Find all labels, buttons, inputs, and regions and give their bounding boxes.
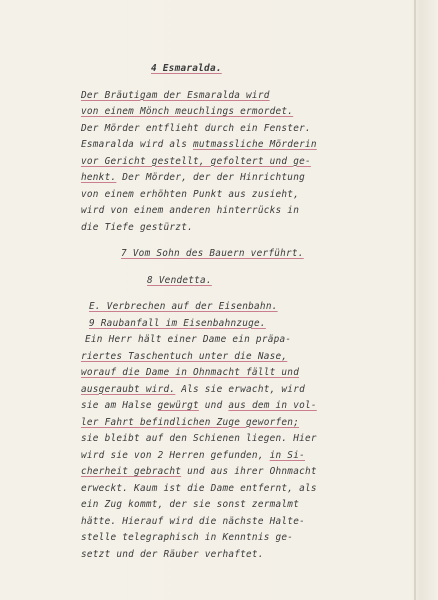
underlined-segment: mutmassliche Mörderin (193, 139, 317, 150)
underlined-segment: cherheit gebracht (81, 466, 182, 477)
text-line (81, 61, 386, 78)
page-fold (414, 0, 416, 600)
text-line (81, 316, 386, 333)
text-line (81, 431, 386, 448)
text-segment: hätte. Hierauf wird die nächste Halte- (81, 515, 305, 527)
text-line (81, 547, 386, 564)
text-segment: sie bleibt auf den Schienen liegen. Hier (81, 433, 317, 444)
text-line (81, 382, 386, 399)
underlined-segment: aus dem in vol- (228, 400, 317, 411)
text-segment: Ein Herr hält einer Dame ein präpa- (85, 334, 292, 345)
text-segment: Der Mörder entflieht durch ein Fenster. (81, 122, 311, 134)
text-line (81, 273, 386, 290)
underlined-segment: 7 Vom Sohn des Bauern verführt. (121, 248, 304, 259)
text-line (81, 349, 386, 366)
text-line (81, 332, 386, 349)
underlined-segment: in Si- (269, 449, 305, 461)
line-gap (81, 289, 386, 299)
text-line (81, 121, 386, 138)
text-line (81, 154, 386, 171)
text-line (81, 170, 386, 187)
underlined-segment: riertes Taschentuch unter die Nase, (81, 350, 288, 362)
text-segment: von einem erhöhten Punkt aus zusieht, (81, 188, 300, 200)
text-segment: erweckt. Kaum ist die Dame entfernt, als (81, 482, 317, 494)
text-line (81, 398, 386, 415)
text-segment: setzt und der Räuber verhaftet. (81, 548, 264, 560)
text-line (81, 299, 386, 316)
text-segment: ein Zug kommt, der sie sonst zermalmt (81, 499, 300, 510)
underlined-segment: 4 Esmaralda. (151, 63, 222, 74)
line-gap (81, 263, 386, 273)
text-line (81, 464, 386, 481)
underlined-segment: ler Fahrt befindlichen Zuge geworfen; (81, 416, 300, 428)
text-segment: Esmaralda wird als (81, 139, 193, 150)
text-line (81, 415, 386, 432)
text-line (81, 88, 386, 105)
text-segment: sie am Halse (81, 400, 158, 411)
text-line (81, 497, 386, 514)
text-segment: und (198, 400, 229, 411)
text-line (81, 104, 386, 121)
underlined-segment: gewürgt (157, 400, 199, 411)
text-line (81, 220, 386, 237)
line-gap (81, 78, 386, 88)
text-segment: Als sie erwacht, wird (175, 383, 305, 395)
text-line (81, 530, 386, 547)
text-segment: Der Mörder, der der Hinrichtung (116, 172, 305, 183)
text-segment: und aus ihrer Ohnmacht (181, 466, 317, 477)
underlined-segment: 9 Raubanfall im Eisenbahnzuge. (89, 317, 266, 329)
text-segment: wird sie von 2 Herren gefunden, (81, 449, 270, 461)
text-segment: die Tiefe gestürzt. (81, 221, 193, 233)
text-line (81, 137, 386, 154)
text-line (81, 448, 386, 465)
text-line (81, 481, 386, 498)
text-segment: wird von einem anderen hinterrücks in (81, 205, 300, 216)
text-line (81, 246, 386, 263)
text-segment: stelle telegraphisch in Kenntnis ge- (81, 532, 294, 543)
text-line (81, 203, 386, 220)
underlined-segment: henkt. (81, 172, 117, 183)
line-gap (81, 236, 386, 246)
underlined-segment: E. Verbrechen auf der Eisenbahn. (89, 301, 278, 312)
text-line (81, 365, 386, 382)
text-line (81, 187, 386, 204)
typed-text-body (81, 61, 386, 563)
underlined-segment: von einem Mönch meuchlings ermordet. (81, 106, 294, 117)
text-line (81, 514, 386, 531)
underlined-segment: ausgeraubt wird. (81, 383, 176, 395)
underlined-segment: vor Gericht gestellt, gefoltert und ge- (81, 155, 311, 167)
underlined-segment: worauf die Dame in Ohnmacht fällt und (81, 367, 300, 378)
underlined-segment: 8 Vendetta. (147, 274, 212, 286)
underlined-segment: Der Bräutigam der Esmaralda wird (81, 89, 270, 101)
